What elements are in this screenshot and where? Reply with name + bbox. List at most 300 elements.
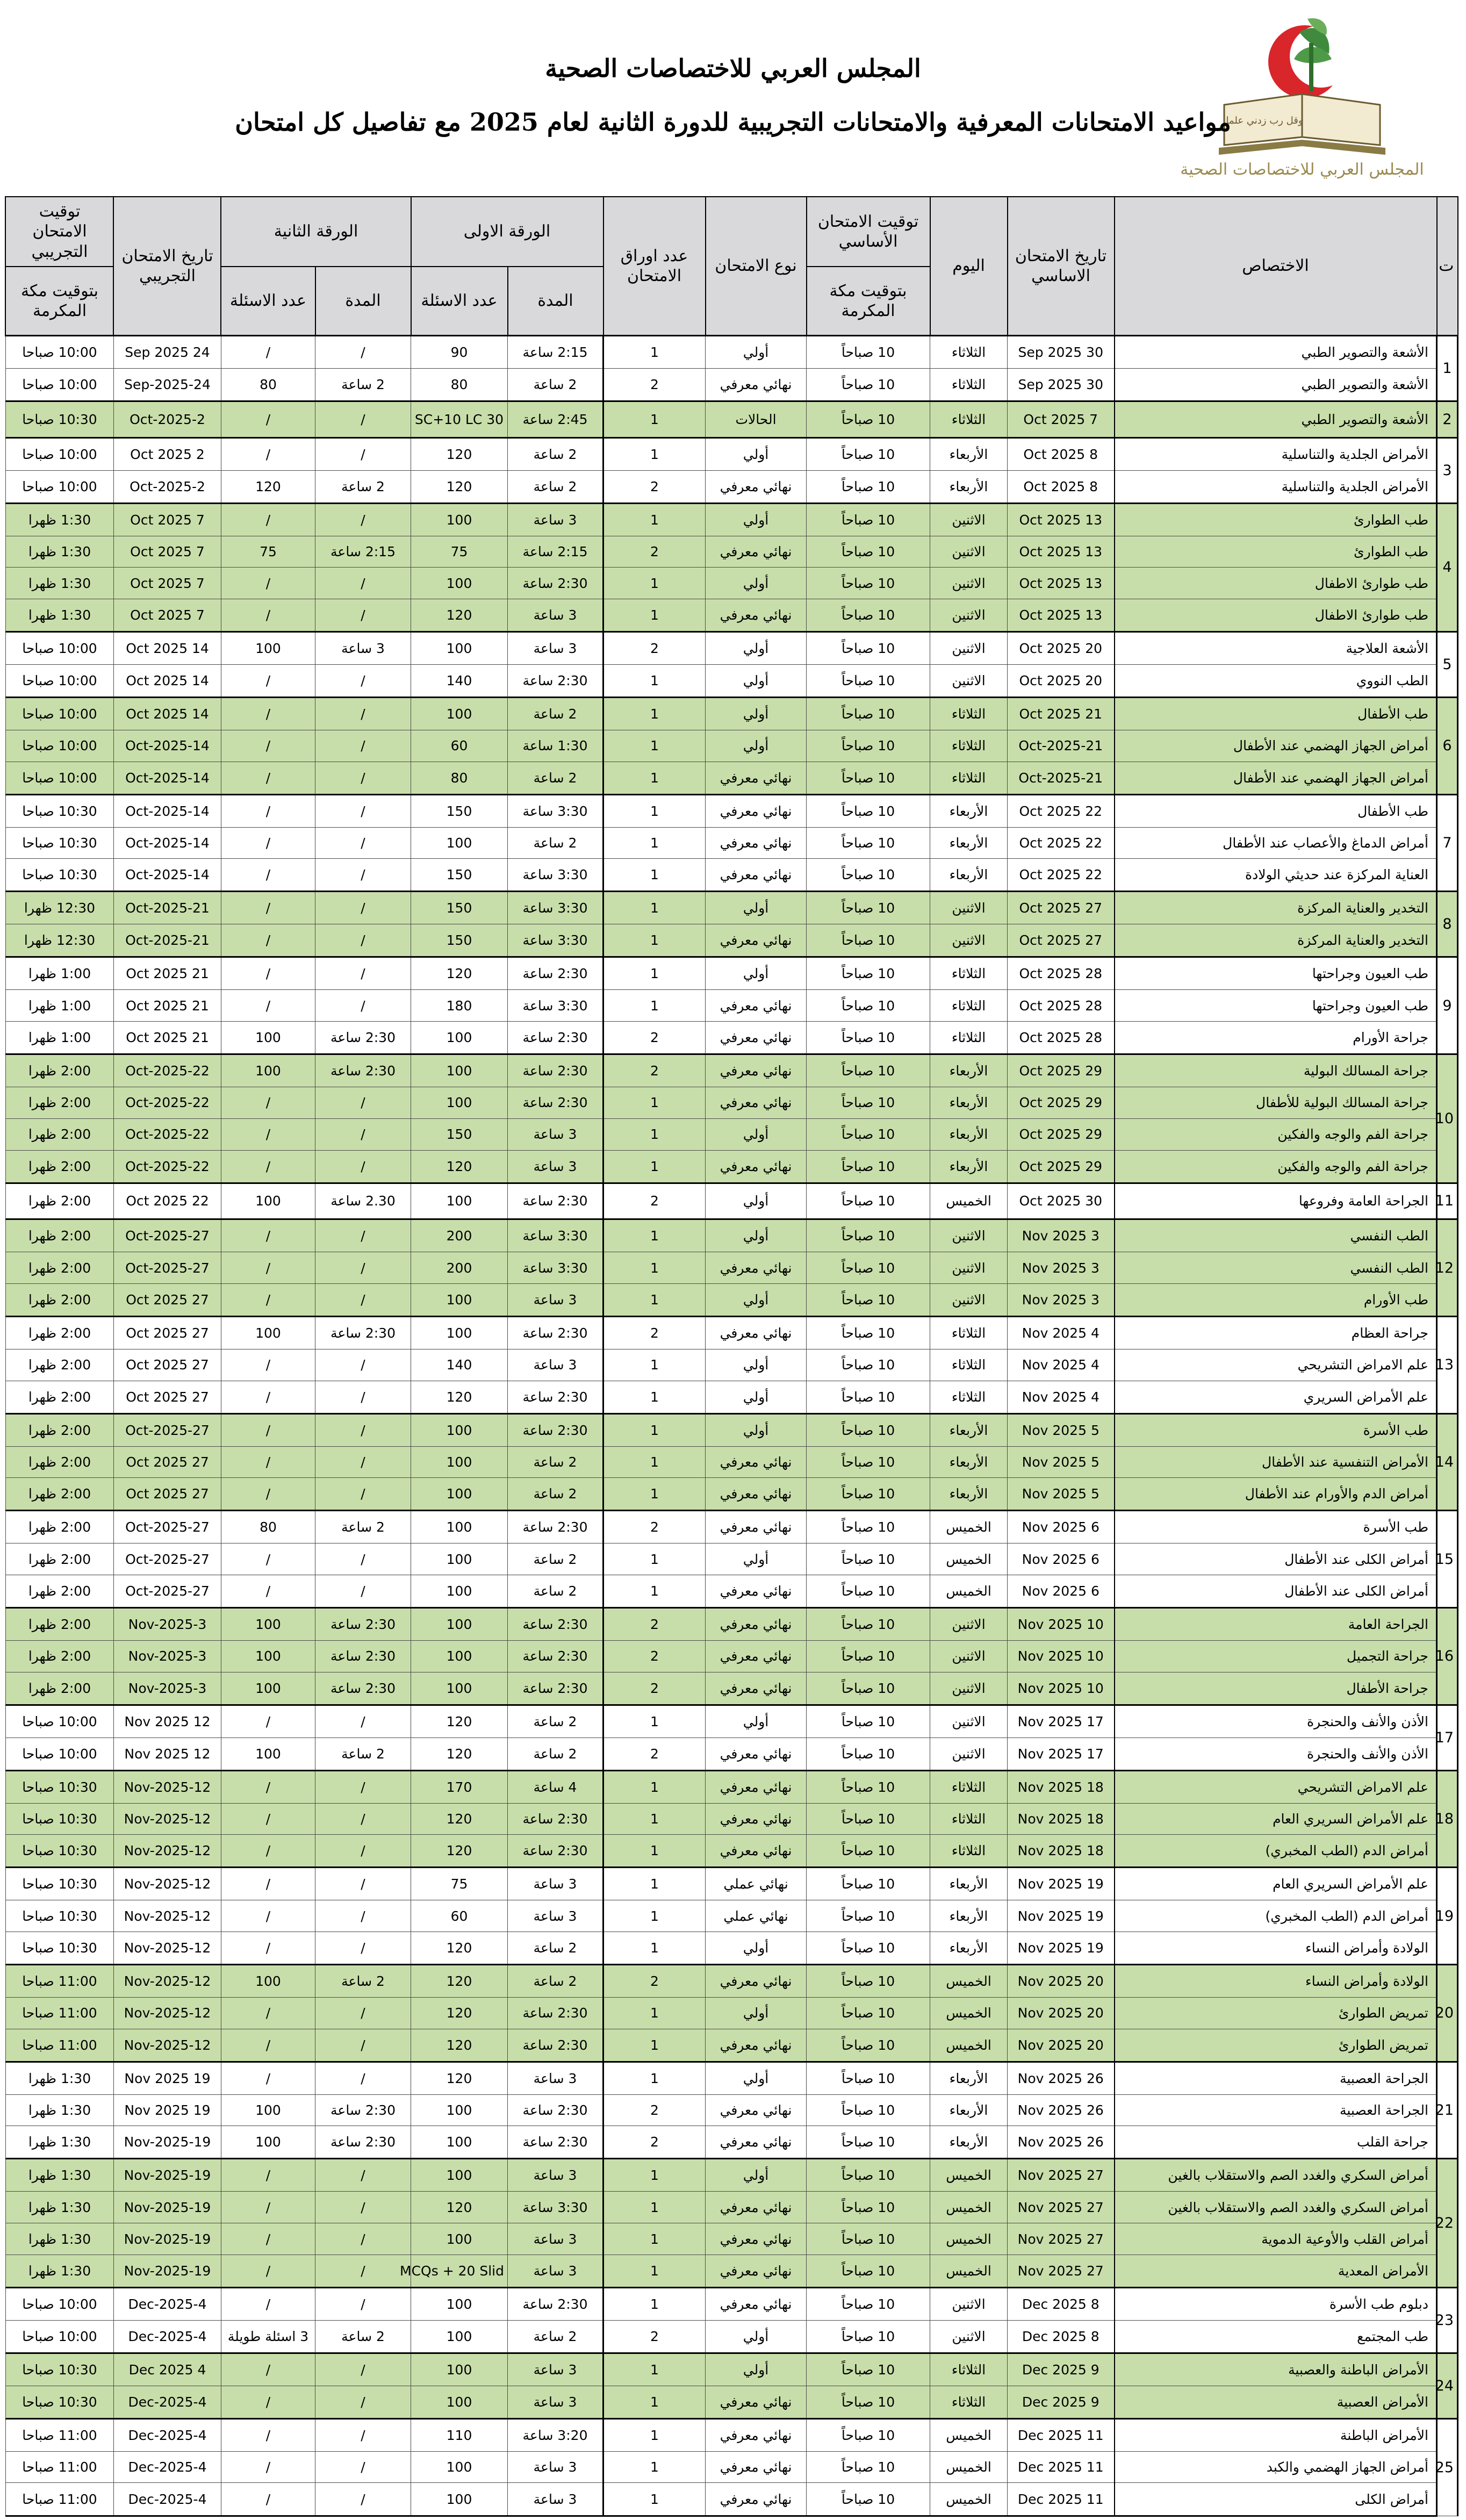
cell-specialty: دبلوم طب الأسرة <box>1115 2287 1437 2320</box>
cell-paper1-duration: 2 ساعة <box>508 762 603 794</box>
cell-practice-date: 14 Oct 2025 <box>113 698 221 730</box>
cell-practice-time: 2:00 ظهرا <box>5 1118 113 1150</box>
cell-main-date: 9 Dec 2025 <box>1008 2353 1115 2386</box>
cell-exam-type: نهائي معرفي <box>706 1770 807 1803</box>
cell-practice-time: 10:30 صباحا <box>5 1868 113 1900</box>
table-row <box>5 1478 1457 1511</box>
cell-paper2-duration: / <box>315 2483 411 2516</box>
cell-exam-type: نهائي معرفي <box>706 1022 807 1054</box>
cell-exam-type: نهائي معرفي <box>706 368 807 401</box>
cell-paper1-duration: 2:30 ساعة <box>508 1316 603 1349</box>
cell-main-time: 10 صباحاً <box>807 2386 930 2418</box>
cell-day: الخميس <box>930 2192 1008 2223</box>
cell-exam-type: أولي <box>706 1118 807 1150</box>
cell-main-time: 10 صباحاً <box>807 990 930 1022</box>
cell-paper2-duration: / <box>315 599 411 632</box>
table-row <box>5 568 1457 599</box>
cell-day: الأربعاء <box>930 794 1008 827</box>
cell-group-num: 17 <box>1437 1705 1458 1770</box>
cell-paper2-questions: / <box>221 1087 315 1119</box>
cell-practice-time: 2:00 ظهرا <box>5 1446 113 1478</box>
cell-specialty: الأمراض التنفسية عند الأطفال <box>1115 1446 1437 1478</box>
cell-paper1-questions: 170 <box>411 1770 508 1803</box>
cell-papers: 1 <box>603 568 706 599</box>
cell-paper2-questions: / <box>221 827 315 859</box>
logo-text: المجلس العربي للاختصاصات الصحية <box>1180 160 1424 179</box>
table-row <box>5 2159 1457 2192</box>
cell-main-time: 10 صباحاً <box>807 2255 930 2287</box>
cell-main-date: 20 Nov 2025 <box>1008 2029 1115 2062</box>
cell-paper2-duration: 2 ساعة <box>315 1965 411 1998</box>
cell-paper2-duration: / <box>315 2287 411 2320</box>
cell-paper1-duration: 2:30 ساعة <box>508 1511 603 1543</box>
cell-paper2-questions: / <box>221 1150 315 1183</box>
cell-specialty: جراحة التجميل <box>1115 1641 1437 1672</box>
cell-main-date: 20 Nov 2025 <box>1008 1998 1115 2029</box>
cell-exam-type: أولي <box>706 1705 807 1738</box>
cell-main-time: 10 صباحاً <box>807 1543 930 1575</box>
cell-papers: 1 <box>603 1381 706 1413</box>
cell-day: الثلاثاء <box>930 730 1008 762</box>
cell-main-date: 22 Oct 2025 <box>1008 794 1115 827</box>
cell-main-date: 4 Nov 2025 <box>1008 1349 1115 1381</box>
cell-paper1-questions: 200 <box>411 1252 508 1284</box>
cell-paper2-questions: / <box>221 794 315 827</box>
cell-main-time: 10 صباحاً <box>807 2418 930 2451</box>
cell-main-time: 10 صباحاً <box>807 437 930 470</box>
cell-exam-type: أولي <box>706 1413 807 1446</box>
cell-paper2-duration: / <box>315 503 411 536</box>
cell-practice-date: 27-Oct-2025 <box>113 1219 221 1252</box>
table-row <box>5 2483 1457 2516</box>
cell-papers: 1 <box>603 1770 706 1803</box>
cell-day: الاثنين <box>930 536 1008 568</box>
cell-day: الثلاثاء <box>930 1835 1008 1868</box>
cell-main-date: 10 Nov 2025 <box>1008 1608 1115 1641</box>
cell-papers: 1 <box>603 1219 706 1252</box>
cell-paper1-questions: 60 <box>411 1900 508 1932</box>
cell-paper2-questions: / <box>221 2192 315 2223</box>
table-row <box>5 1349 1457 1381</box>
cell-main-time: 10 صباحاً <box>807 2287 930 2320</box>
cell-specialty: التخدير والعناية المركزة <box>1115 924 1437 957</box>
cell-main-date: 30 Sep 2025 <box>1008 368 1115 401</box>
cell-main-time: 10 صباحاً <box>807 2159 930 2192</box>
cell-main-date: 22 Oct 2025 <box>1008 827 1115 859</box>
cell-specialty: طب الأسرة <box>1115 1511 1437 1543</box>
table-row <box>5 2126 1457 2159</box>
cell-paper1-duration: 2 ساعة <box>508 1705 603 1738</box>
cell-paper2-questions: / <box>221 892 315 924</box>
cell-paper2-questions: / <box>221 665 315 698</box>
cell-practice-date: 19-Nov-2025 <box>113 2255 221 2287</box>
cell-exam-type: نهائي معرفي <box>706 2287 807 2320</box>
cell-main-date: 5 Nov 2025 <box>1008 1413 1115 1446</box>
cell-paper1-duration: 2:30 ساعة <box>508 1641 603 1672</box>
cell-paper2-duration: / <box>315 1835 411 1868</box>
cell-paper2-questions: / <box>221 568 315 599</box>
table-row <box>5 1381 1457 1413</box>
cell-paper2-questions: / <box>221 1219 315 1252</box>
cell-group-num: 8 <box>1437 892 1458 957</box>
cell-specialty: الجراحة العامة وفروعها <box>1115 1183 1437 1219</box>
cell-main-date: 26 Nov 2025 <box>1008 2126 1115 2159</box>
cell-main-time: 10 صباحاً <box>807 2483 930 2516</box>
cell-main-date: 20 Nov 2025 <box>1008 1965 1115 1998</box>
table-row <box>5 2320 1457 2353</box>
cell-papers: 1 <box>603 2451 706 2483</box>
cell-paper1-duration: 1:30 ساعة <box>508 730 603 762</box>
cell-practice-time: 11:00 صباحا <box>5 1998 113 2029</box>
cell-exam-type: أولي <box>706 632 807 665</box>
cell-paper2-duration: / <box>315 665 411 698</box>
cell-day: الخميس <box>930 2418 1008 2451</box>
cell-paper1-questions: 140 <box>411 1349 508 1381</box>
cell-day: الاثنين <box>930 1252 1008 1284</box>
cell-practice-time: 10:30 صباحا <box>5 794 113 827</box>
table-row <box>5 1283 1457 1316</box>
cell-day: الخميس <box>930 1965 1008 1998</box>
cell-main-time: 10 صباحاً <box>807 1219 930 1252</box>
cell-exam-type: نهائي معرفي <box>706 1965 807 1998</box>
cell-paper2-duration: / <box>315 2353 411 2386</box>
cell-paper1-duration: 2 ساعة <box>508 1575 603 1608</box>
cell-paper1-duration: 2 ساعة <box>508 437 603 470</box>
cell-paper1-duration: 2:30 ساعة <box>508 1022 603 1054</box>
cell-paper2-questions: / <box>221 990 315 1022</box>
cell-exam-type: نهائي عملي <box>706 1900 807 1932</box>
cell-paper1-duration: 3 ساعة <box>508 632 603 665</box>
cell-main-time: 10 صباحاً <box>807 2353 930 2386</box>
cell-paper2-questions: 100 <box>221 1608 315 1641</box>
table-row <box>5 2418 1457 2451</box>
cell-practice-time: 2:00 ظهرا <box>5 1283 113 1316</box>
cell-group-num: 19 <box>1437 1868 1458 1965</box>
cell-paper1-questions: 100 <box>411 2451 508 2483</box>
cell-paper2-questions: 100 <box>221 1965 315 1998</box>
cell-paper1-questions: 100 <box>411 1022 508 1054</box>
cell-paper1-duration: 2:30 ساعة <box>508 2094 603 2126</box>
cell-specialty: الأشعة العلاجية <box>1115 632 1437 665</box>
header-exam-type: نوع الامتحان <box>706 197 807 336</box>
cell-specialty: طب الطوارئ <box>1115 503 1437 536</box>
cell-paper1-questions: 100 <box>411 1054 508 1087</box>
cell-main-date: 27 Nov 2025 <box>1008 2192 1115 2223</box>
cell-main-date: 9 Dec 2025 <box>1008 2386 1115 2418</box>
cell-group-num: 13 <box>1437 1316 1458 1413</box>
cell-exam-type: نهائي معرفي <box>706 762 807 794</box>
cell-practice-date: 14-Oct-2025 <box>113 730 221 762</box>
cell-paper2-duration: / <box>315 1283 411 1316</box>
cell-paper2-questions: / <box>221 437 315 470</box>
cell-paper1-duration: 2 ساعة <box>508 1543 603 1575</box>
cell-practice-date: 14 Oct 2025 <box>113 665 221 698</box>
cell-paper2-duration: 2 ساعة <box>315 1738 411 1770</box>
cell-main-date: 30 Sep 2025 <box>1008 336 1115 369</box>
cell-main-time: 10 صباحاً <box>807 1608 930 1641</box>
cell-paper1-duration: 3 ساعة <box>508 1150 603 1183</box>
table-row <box>5 1150 1457 1183</box>
cell-specialty: علم الأمراض السريري العام <box>1115 1803 1437 1835</box>
cell-day: الاثنين <box>930 924 1008 957</box>
cell-papers: 1 <box>603 2223 706 2255</box>
cell-main-time: 10 صباحاً <box>807 1150 930 1183</box>
cell-specialty: أمراض الكلى <box>1115 2483 1437 2516</box>
cell-group-num: 22 <box>1437 2159 1458 2287</box>
cell-main-date: 29 Oct 2025 <box>1008 1150 1115 1183</box>
cell-paper2-questions: / <box>221 1868 315 1900</box>
cell-practice-time: 2:00 ظهرا <box>5 1381 113 1413</box>
cell-practice-time: 10:30 صباحا <box>5 1932 113 1965</box>
table-row <box>5 1803 1457 1835</box>
cell-practice-time: 1:30 ظهرا <box>5 599 113 632</box>
cell-exam-type: أولي <box>706 1998 807 2029</box>
cell-paper2-questions: / <box>221 2353 315 2386</box>
cell-main-time: 10 صباحاً <box>807 2126 930 2159</box>
cell-paper2-duration: 2:30 ساعة <box>315 1316 411 1349</box>
cell-practice-date: 27 Oct 2025 <box>113 1446 221 1478</box>
table-row <box>5 2094 1457 2126</box>
cell-main-date: 28 Oct 2025 <box>1008 990 1115 1022</box>
header-practice-time-sub: بتوقيت مكة المكرمة <box>5 267 113 336</box>
table-row <box>5 2192 1457 2223</box>
cell-papers: 1 <box>603 924 706 957</box>
cell-paper2-duration: / <box>315 1803 411 1835</box>
cell-practice-date: 27-Oct-2025 <box>113 1252 221 1284</box>
table-row <box>5 1835 1457 1868</box>
cell-papers: 1 <box>603 2353 706 2386</box>
cell-paper1-duration: 3:30 ساعة <box>508 859 603 892</box>
cell-main-time: 10 صباحاً <box>807 1183 930 1219</box>
cell-practice-date: 21-Oct-2025 <box>113 892 221 924</box>
table-row <box>5 632 1457 665</box>
cell-papers: 2 <box>603 368 706 401</box>
cell-day: الثلاثاء <box>930 2353 1008 2386</box>
cell-paper2-duration: 2 ساعة <box>315 470 411 503</box>
cell-paper2-questions: 100 <box>221 1672 315 1705</box>
cell-paper1-questions: 100 <box>411 2223 508 2255</box>
cell-main-time: 10 صباحاً <box>807 632 930 665</box>
cell-day: الاثنين <box>930 1219 1008 1252</box>
cell-paper1-questions: 200 <box>411 1219 508 1252</box>
cell-group-num: 20 <box>1437 1965 1458 2062</box>
cell-paper1-questions: 120 <box>411 599 508 632</box>
cell-paper1-duration: 3 ساعة <box>508 503 603 536</box>
cell-paper1-questions: 100 <box>411 503 508 536</box>
cell-main-time: 10 صباحاً <box>807 503 930 536</box>
cell-practice-date: 19 Nov 2025 <box>113 2094 221 2126</box>
cell-specialty: طب طوارئ الاطفال <box>1115 599 1437 632</box>
cell-practice-time: 2:00 ظهرا <box>5 1349 113 1381</box>
cell-paper2-duration: 3 ساعة <box>315 632 411 665</box>
cell-practice-date: 14-Oct-2025 <box>113 859 221 892</box>
cell-exam-type: نهائي معرفي <box>706 1252 807 1284</box>
cell-paper2-duration: / <box>315 957 411 990</box>
page-header <box>0 0 1466 193</box>
cell-exam-type: أولي <box>706 1381 807 1413</box>
cell-papers: 1 <box>603 1900 706 1932</box>
cell-main-time: 10 صباحاً <box>807 1478 930 1511</box>
cell-day: الثلاثاء <box>930 336 1008 369</box>
cell-paper1-questions: 120 <box>411 1150 508 1183</box>
cell-papers: 2 <box>603 632 706 665</box>
cell-practice-date: 3-Nov-2025 <box>113 1672 221 1705</box>
cell-main-date: 19 Nov 2025 <box>1008 1900 1115 1932</box>
cell-paper2-questions: / <box>221 1543 315 1575</box>
cell-specialty: الأذن والأنف والحنجرة <box>1115 1738 1437 1770</box>
cell-main-time: 10 صباحاً <box>807 957 930 990</box>
cell-paper1-questions: 100 <box>411 2353 508 2386</box>
cell-main-date: 5 Nov 2025 <box>1008 1478 1115 1511</box>
cell-practice-date: 12-Nov-2025 <box>113 1803 221 1835</box>
cell-paper1-questions: 100 <box>411 1413 508 1446</box>
cell-day: الأربعاء <box>930 2126 1008 2159</box>
cell-exam-type: أولي <box>706 1283 807 1316</box>
cell-paper2-duration: / <box>315 827 411 859</box>
cell-paper2-questions: 100 <box>221 1316 315 1349</box>
cell-main-date: 26 Nov 2025 <box>1008 2062 1115 2094</box>
cell-specialty: طب الطوارئ <box>1115 536 1437 568</box>
cell-paper2-duration: / <box>315 2029 411 2062</box>
cell-exam-type: نهائي معرفي <box>706 1672 807 1705</box>
cell-paper1-duration: 2:45 ساعة <box>508 401 603 437</box>
cell-day: الخميس <box>930 1543 1008 1575</box>
cell-paper2-duration: / <box>315 336 411 369</box>
cell-day: الخميس <box>930 2159 1008 2192</box>
cell-paper1-questions: 120 <box>411 2192 508 2223</box>
cell-group-num: 14 <box>1437 1413 1458 1511</box>
exam-schedule-body <box>5 336 1457 2516</box>
cell-papers: 2 <box>603 1965 706 1998</box>
cell-day: الاثنين <box>930 665 1008 698</box>
cell-paper1-questions: 120 <box>411 437 508 470</box>
cell-exam-type: نهائي معرفي <box>706 2418 807 2451</box>
cell-paper1-questions: 120 <box>411 2062 508 2094</box>
table-row <box>5 698 1457 730</box>
cell-main-date: 29 Oct 2025 <box>1008 1087 1115 1119</box>
cell-papers: 1 <box>603 1478 706 1511</box>
cell-practice-date: 27 Oct 2025 <box>113 1381 221 1413</box>
table-row <box>5 401 1457 437</box>
cell-main-date: 28 Oct 2025 <box>1008 1022 1115 1054</box>
cell-paper1-questions: 120 <box>411 2029 508 2062</box>
cell-main-time: 10 صباحاً <box>807 1118 930 1150</box>
cell-papers: 2 <box>603 2320 706 2353</box>
cell-exam-type: أولي <box>706 892 807 924</box>
cell-practice-date: 7 Oct 2025 <box>113 568 221 599</box>
cell-paper2-questions: / <box>221 1900 315 1932</box>
cell-main-time: 10 صباحاً <box>807 599 930 632</box>
cell-practice-date: 21-Oct-2025 <box>113 924 221 957</box>
cell-main-date: 3 Nov 2025 <box>1008 1219 1115 1252</box>
cell-exam-type: نهائي معرفي <box>706 536 807 568</box>
cell-paper2-questions: 75 <box>221 536 315 568</box>
cell-specialty: جراحة الأورام <box>1115 1022 1437 1054</box>
cell-practice-time: 1:00 ظهرا <box>5 990 113 1022</box>
cell-paper2-questions: / <box>221 957 315 990</box>
cell-day: الأربعاء <box>930 1478 1008 1511</box>
cell-practice-time: 2:00 ظهرا <box>5 1608 113 1641</box>
cell-day: الخميس <box>930 2223 1008 2255</box>
cell-paper1-questions: 120 <box>411 470 508 503</box>
table-row <box>5 762 1457 794</box>
cell-papers: 1 <box>603 2386 706 2418</box>
cell-practice-time: 11:00 صباحا <box>5 2483 113 2516</box>
cell-practice-date: 22-Oct-2025 <box>113 1087 221 1119</box>
cell-practice-time: 2:00 ظهرا <box>5 1575 113 1608</box>
cell-paper2-duration: / <box>315 1998 411 2029</box>
cell-paper2-duration: / <box>315 1543 411 1575</box>
table-row <box>5 2353 1457 2386</box>
logo-book-text: وقل رب زدني علما <box>1226 115 1303 126</box>
cell-main-date: 27 Nov 2025 <box>1008 2223 1115 2255</box>
cell-main-time: 10 صباحاً <box>807 1283 930 1316</box>
cell-practice-time: 2:00 ظهرا <box>5 1219 113 1252</box>
cell-specialty: أمراض الدم (الطب المخبري) <box>1115 1835 1437 1868</box>
cell-paper1-duration: 3 ساعة <box>508 2062 603 2094</box>
cell-paper2-questions: 80 <box>221 1511 315 1543</box>
table-row <box>5 827 1457 859</box>
cell-paper1-duration: 2:30 ساعة <box>508 568 603 599</box>
table-row <box>5 1087 1457 1119</box>
cell-papers: 1 <box>603 1349 706 1381</box>
cell-exam-type: نهائي معرفي <box>706 827 807 859</box>
cell-main-time: 10 صباحاً <box>807 1998 930 2029</box>
cell-paper2-questions: 80 <box>221 368 315 401</box>
cell-papers: 1 <box>603 1575 706 1608</box>
cell-paper2-questions: / <box>221 1252 315 1284</box>
cell-main-time: 10 صباحاً <box>807 568 930 599</box>
cell-practice-time: 1:00 ظهرا <box>5 957 113 990</box>
cell-paper1-questions: 100 <box>411 568 508 599</box>
cell-specialty: علم الامراض التشريحي <box>1115 1770 1437 1803</box>
cell-main-date: 17 Nov 2025 <box>1008 1705 1115 1738</box>
cell-practice-time: 1:30 ظهرا <box>5 2159 113 2192</box>
table-row <box>5 892 1457 924</box>
cell-paper1-questions: 100 <box>411 827 508 859</box>
cell-papers: 1 <box>603 503 706 536</box>
cell-main-time: 10 صباحاً <box>807 1022 930 1054</box>
cell-main-time: 10 صباحاً <box>807 1413 930 1446</box>
cell-specialty: طب طوارئ الاطفال <box>1115 568 1437 599</box>
cell-practice-time: 10:30 صباحا <box>5 1835 113 1868</box>
cell-specialty: جراحة الأطفال <box>1115 1672 1437 1705</box>
cell-paper1-questions: 80 <box>411 368 508 401</box>
cell-paper1-questions: 100 <box>411 1672 508 1705</box>
cell-practice-date: 4-Dec-2025 <box>113 2320 221 2353</box>
cell-main-date: 21-Oct-2025 <box>1008 730 1115 762</box>
cell-day: الثلاثاء <box>930 698 1008 730</box>
cell-practice-time: 2:00 ظهرا <box>5 1413 113 1446</box>
cell-paper1-duration: 3 ساعة <box>508 1349 603 1381</box>
cell-paper2-questions: / <box>221 730 315 762</box>
cell-specialty: تمريض الطوارئ <box>1115 2029 1437 2062</box>
cell-paper2-duration: 2.30 ساعة <box>315 1183 411 1219</box>
cell-day: الخميس <box>930 1183 1008 1219</box>
cell-exam-type: نهائي معرفي <box>706 859 807 892</box>
cell-papers: 1 <box>603 762 706 794</box>
cell-paper2-questions: / <box>221 2451 315 2483</box>
cell-day: الاثنين <box>930 1672 1008 1705</box>
cell-paper2-duration: / <box>315 1087 411 1119</box>
cell-day: الأربعاء <box>930 2062 1008 2094</box>
cell-papers: 1 <box>603 1283 706 1316</box>
cell-exam-type: أولي <box>706 1543 807 1575</box>
cell-paper1-duration: 2:15 ساعة <box>508 336 603 369</box>
cell-paper2-questions: / <box>221 924 315 957</box>
cell-main-date: 6 Nov 2025 <box>1008 1575 1115 1608</box>
cell-paper2-duration: / <box>315 568 411 599</box>
